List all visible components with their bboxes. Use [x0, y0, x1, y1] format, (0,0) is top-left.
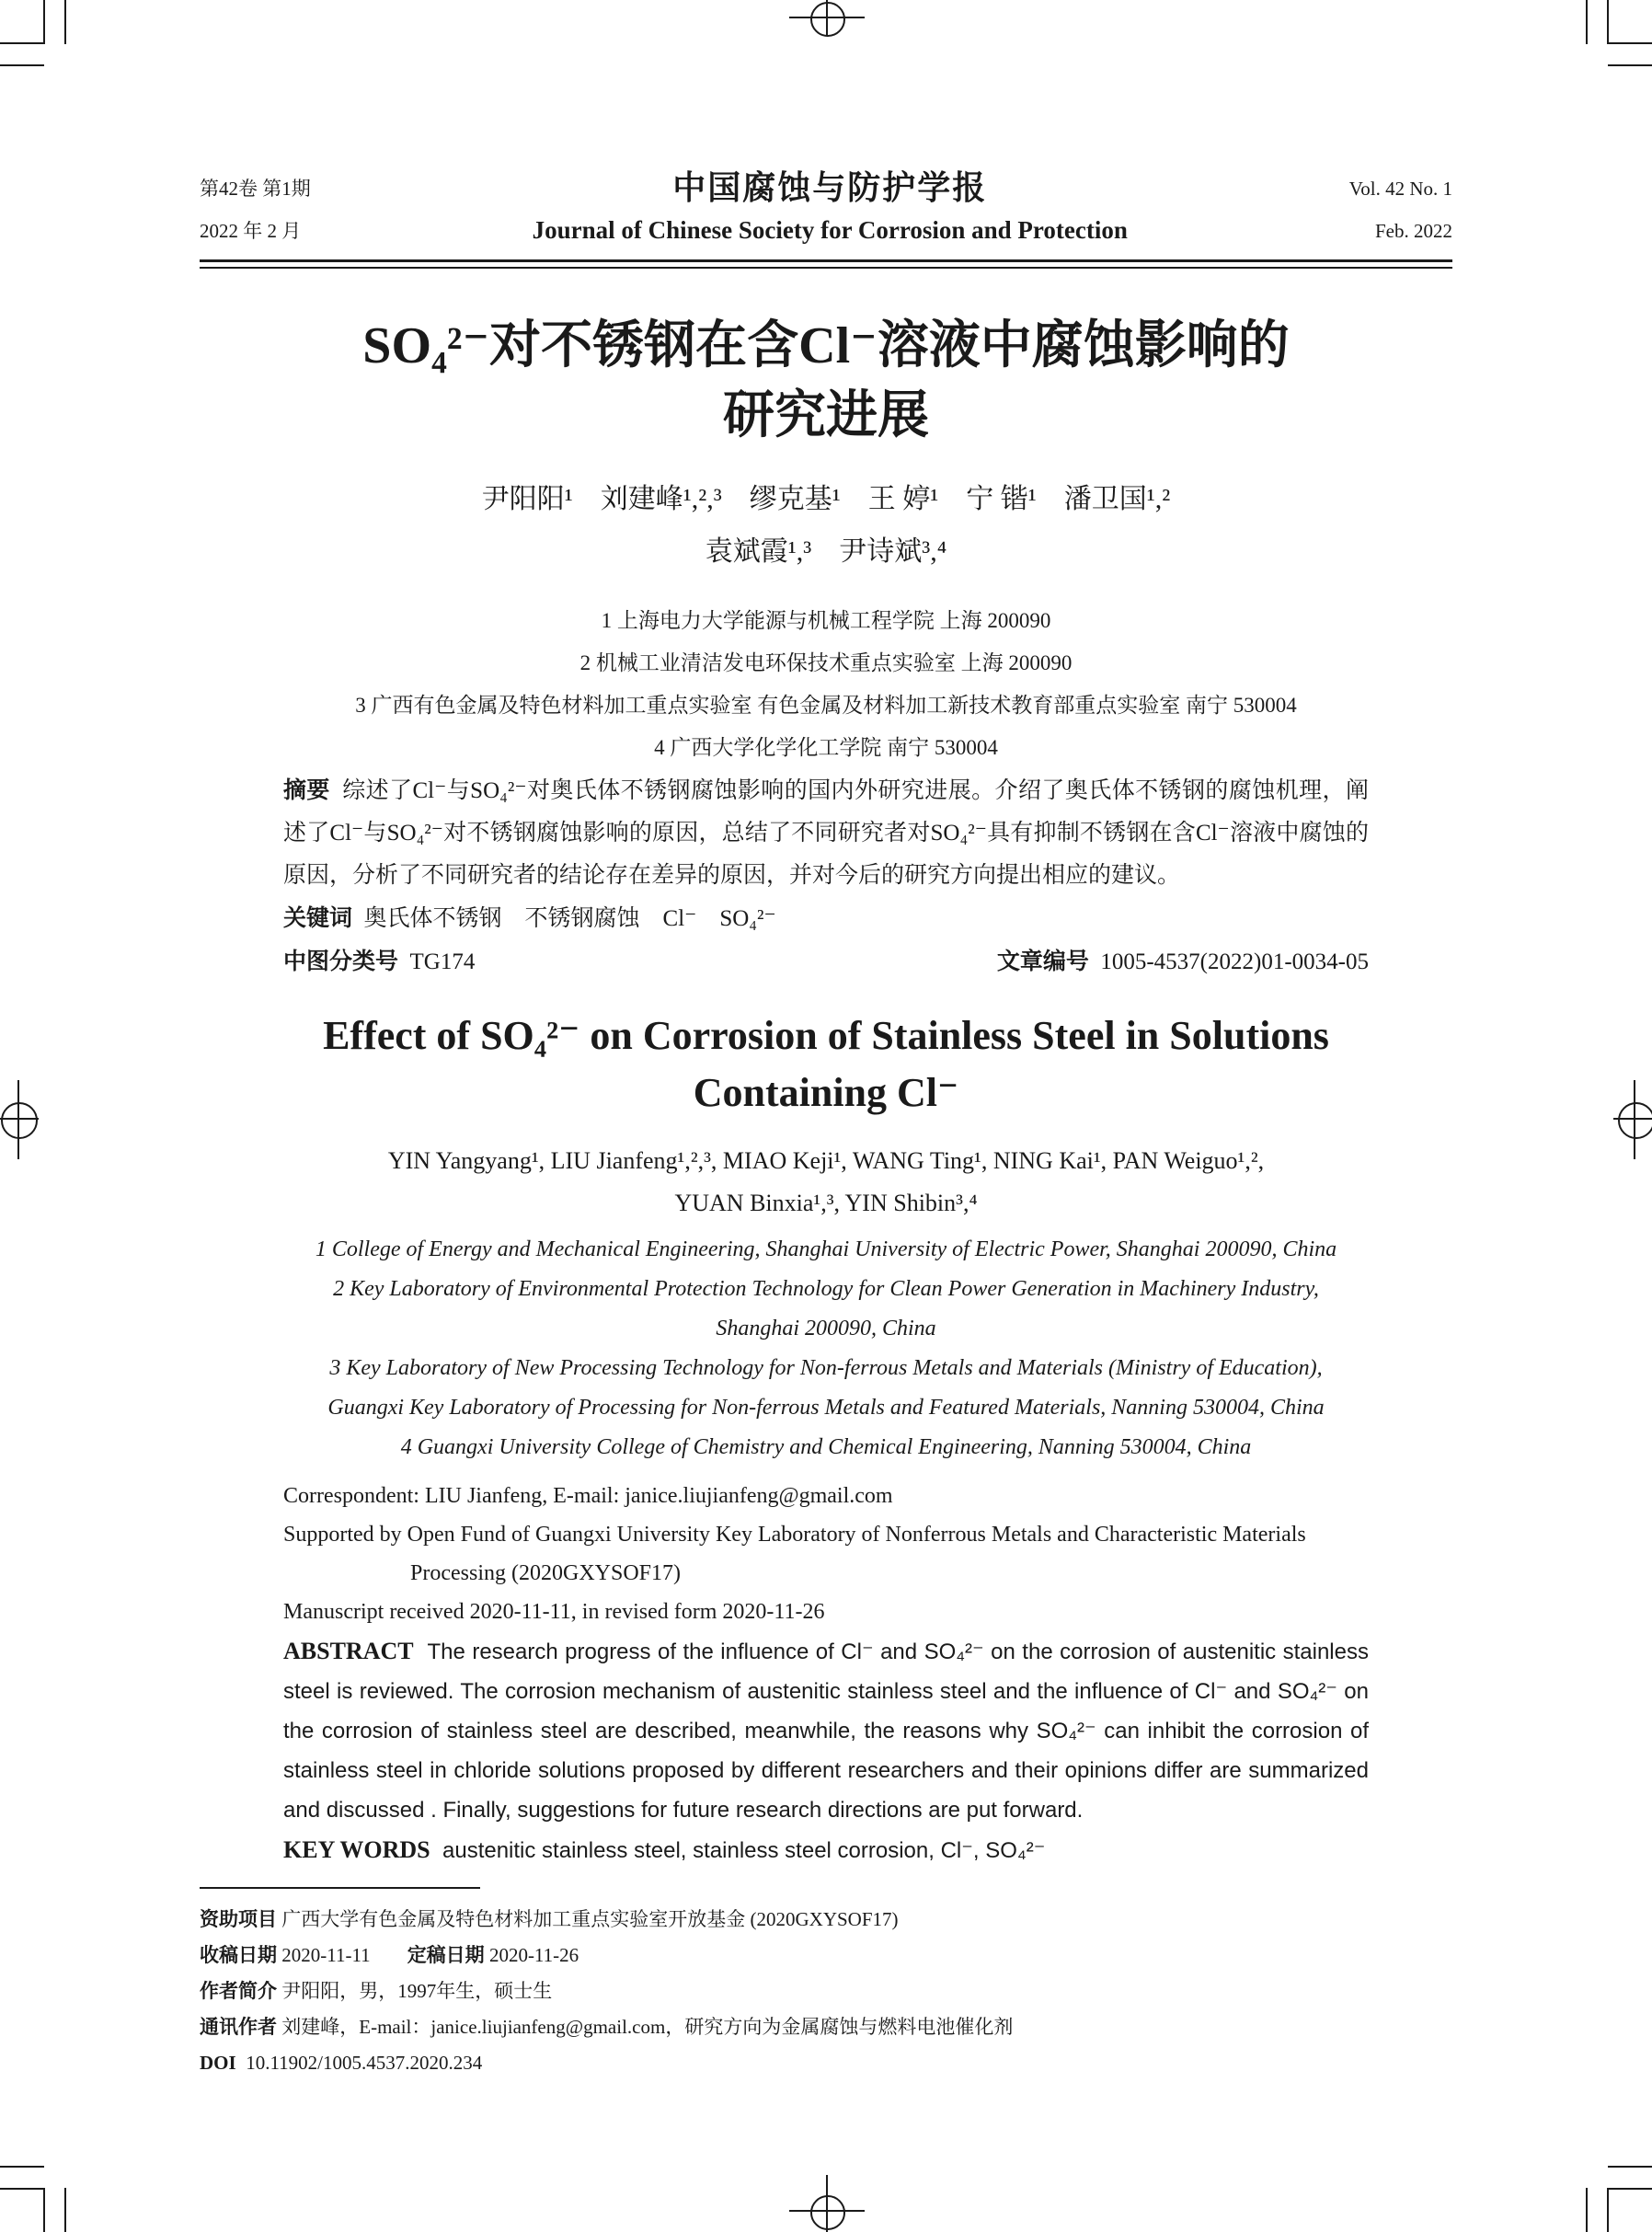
affiliation-en-3b: Guangxi Key Laboratory of Processing for Non-ferrous Metals and Featured Materials, Nanning 530004, China — [327, 1396, 1325, 1420]
journal-masthead — [200, 167, 1452, 252]
page-title-en — [200, 1007, 1452, 1122]
abstract-en — [283, 1631, 1369, 1830]
affiliation-en-2b: Shanghai 200090, China — [716, 1317, 936, 1340]
journal-title-en: Journal of Chinese Society for Corrosion and Protection — [532, 216, 1128, 244]
correspondent-line: Correspondent: LIU Jianfeng, E-mail: janice.liujianfeng@gmail.com — [283, 1484, 893, 1508]
keywords-cn-text: 奥氏体不锈钢 不锈钢腐蚀 Cl⁻ SO₄²⁻ — [363, 906, 776, 931]
author-bio-line — [200, 1973, 1452, 2009]
affiliation-en-2a: 2 Key Laboratory of Environmental Protection Technology for Clean Power Generation in Machinery Industry, — [333, 1277, 1319, 1301]
corner-box-icon — [1607, 0, 1652, 44]
authors-cn-line2: 袁斌霞¹,³ 尹诗斌³,⁴ — [705, 536, 947, 567]
doi-line — [200, 2045, 1452, 2080]
affiliation-cn-4: 4 广西大学化学化工学院 南宁 530004 — [654, 736, 998, 759]
finalized-value: 2020-11-26 — [488, 1944, 579, 1966]
corresponding-author-label: 通讯作者 — [200, 2017, 277, 2038]
page-title-en-line1: Effect of SO₄²⁻ on Corrosion of Stainless Steel in Solutions — [323, 1013, 1329, 1058]
author-bio-text: 尹阳阳，男，1997年生，硕士生 — [281, 1980, 553, 2002]
masthead-double-rule — [200, 259, 1452, 269]
affiliation-en-1: 1 College of Energy and Mechanical Engineering, Shanghai University of Electric Power, Shanghai 200090, China — [315, 1237, 1337, 1261]
authors-cn-line1: 尹阳阳¹ 刘建峰¹,²,³ 缪克基¹ 王 婷¹ 宁 锴¹ 潘卫国¹,² — [481, 484, 1171, 514]
fund-line — [200, 1902, 1452, 1938]
article-number-label: 文章编号 — [996, 949, 1089, 974]
abstract-cn — [283, 769, 1369, 897]
fund-label: 资助项目 — [200, 1909, 277, 1930]
corresponding-author-text: 刘建峰，E-mail：janice.liujianfeng@gmail.com，研究方向为金属腐蚀与燃料电池催化剂 — [281, 2016, 1014, 2038]
footnote-block — [200, 1902, 1452, 2080]
doi-value: 10.11902/1005.4537.2020.234 — [246, 2052, 483, 2074]
date-cn: 2022 年 2 月 — [200, 220, 302, 242]
corner-box-icon — [1607, 2188, 1652, 2232]
received-label: 收稿日期 — [200, 1945, 277, 1966]
supported-line2: Processing (2020GXYSOF17) — [410, 1561, 681, 1585]
affiliation-en-4: 4 Guangxi University College of Chemistry and Chemical Engineering, Nanning 530004, China — [400, 1435, 1252, 1459]
dates-line — [200, 1938, 1452, 1973]
keywords-en — [283, 1830, 1369, 1870]
clc-value: TG174 — [409, 949, 476, 974]
corresponding-author-line — [200, 2009, 1452, 2045]
affiliation-en-3a: 3 Key Laboratory of New Processing Technology for Non-ferrous Metals and Materials (Ministry of Education), — [329, 1356, 1323, 1380]
affiliation-cn-1: 1 上海电力大学能源与机械工程学院 上海 200090 — [601, 609, 1051, 632]
affiliations-cn — [200, 600, 1452, 769]
finalized-label: 定稿日期 — [407, 1945, 485, 1966]
article-number — [997, 940, 1369, 984]
abstract-cn-label: 摘要 — [283, 777, 330, 803]
page-title-en-line2: Containing Cl⁻ — [693, 1070, 959, 1115]
page-title-cn — [200, 311, 1452, 451]
article-number-value: 1005-4537(2022)01-0034-05 — [1100, 949, 1369, 974]
manuscript-dates-line: Manuscript received 2020-11-11, in revised form 2020-11-26 — [283, 1600, 825, 1624]
keywords-en-label: KEY WORDS — [283, 1836, 430, 1863]
correspondence-block — [283, 1477, 1369, 1631]
volume-issue-en: Vol. 42 No. 1 — [1348, 178, 1452, 200]
footnote-divider — [200, 1887, 480, 1889]
abstract-cn-text: 综述了Cl⁻与SO₄²⁻对奥氏体不锈钢腐蚀影响的国内外研究进展。介绍了奥氏体不锈钢的腐蚀机理，阐述了Cl⁻与SO₄²⁻对不锈钢腐蚀影响的原因，总结了不同研究者对SO₄²⁻具有抑制不锈钢在含Cl⁻溶液中腐蚀的原因，分析了不同研究者的结论存在差异的原因，并对今后的研究方向提出相应的建议。 — [283, 778, 1369, 888]
affiliation-cn-3: 3 广西有色金属及特色材料加工重点实验室 有色金属及材料加工新技术教育部重点实验室 南宁 530004 — [355, 694, 1297, 717]
affiliations-en — [200, 1230, 1452, 1467]
keywords-cn — [283, 897, 1369, 940]
volume-issue-cn: 第42卷 第1期 — [200, 178, 311, 200]
clc-number — [283, 940, 475, 984]
corner-box-icon — [0, 0, 45, 44]
authors-en-line2: YUAN Binxia¹,³, YIN Shibin³,⁴ — [674, 1190, 978, 1216]
keywords-en-text: austenitic stainless steel, stainless steel corrosion, Cl⁻, SO₄²⁻ — [442, 1838, 1046, 1863]
fund-text: 广西大学有色金属及特色材料加工重点实验室开放基金 (2020GXYSOF17) — [281, 1908, 899, 1930]
supported-line1: Supported by Open Fund of Guangxi University Key Laboratory of Nonferrous Metals and Characteristic Materials — [283, 1523, 1306, 1547]
abstract-en-label: ABSTRACT — [283, 1638, 414, 1664]
page-title-cn-line2: 研究进展 — [723, 387, 929, 444]
journal-title-cn: 中国腐蚀与防护学报 — [672, 169, 988, 206]
classification-row — [283, 940, 1369, 984]
affiliation-cn-2: 2 机械工业清洁发电环保技术重点实验室 上海 200090 — [579, 651, 1073, 674]
page-title-cn-line1: SO₄²⁻对不锈钢在含Cl⁻溶液中腐蚀影响的 — [362, 317, 1290, 374]
authors-en — [200, 1140, 1452, 1225]
abstract-en-text: The research progress of the influence of Cl⁻ and SO₄²⁻ on the corrosion of austenitic stainless steel is reviewed. The corrosion mechanism of austenitic stainless steel and the influence of Cl⁻ and SO₄²⁻ on the corrosion of stainless steel are described, meanwhile, the reasons why SO₄²⁻ can inhibit the corrosion of stainless steel in chloride solutions proposed by different researchers and their opinions differ are summarized and discussed . Finally, suggestions for future research directions are put forward. — [283, 1639, 1369, 1823]
author-bio-label: 作者简介 — [200, 1981, 277, 2002]
authors-cn — [200, 473, 1452, 578]
date-en: Feb. 2022 — [1375, 220, 1452, 242]
clc-label: 中图分类号 — [283, 949, 399, 974]
doi-label: DOI — [200, 2052, 236, 2074]
authors-en-line1: YIN Yangyang¹, LIU Jianfeng¹,²,³, MIAO Keji¹, WANG Ting¹, NING Kai¹, PAN Weiguo¹,², — [387, 1147, 1265, 1174]
received-value: 2020-11-11 — [281, 1944, 371, 1966]
corner-box-icon — [0, 2188, 45, 2232]
keywords-cn-label: 关键词 — [283, 905, 353, 931]
